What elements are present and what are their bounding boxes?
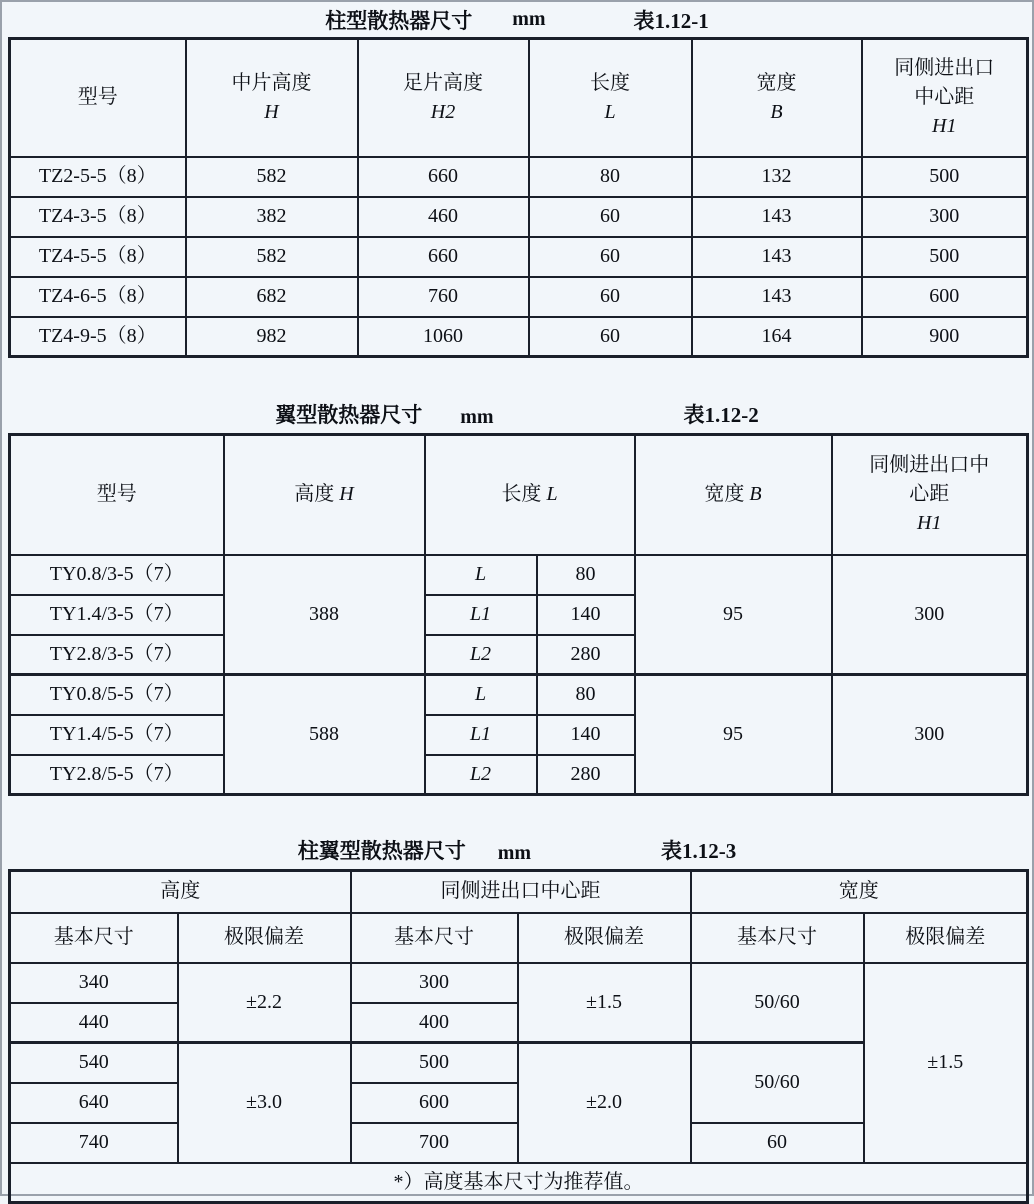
data-cell: 700 [351, 1123, 518, 1163]
data-cell: 760 [358, 277, 529, 317]
data-cell: 660 [358, 237, 529, 277]
table-row [10, 675, 1028, 715]
data-cell: 340 [10, 963, 178, 1003]
data-cell: 60 [529, 317, 692, 357]
table-1-title: 柱型散热器尺寸 [325, 8, 473, 33]
data-cell: 140 [537, 715, 635, 755]
data-cell: 60 [529, 237, 692, 277]
length-symbol-cell: L1 [425, 715, 537, 755]
table-2-ref: 表1.12-2 [683, 403, 759, 427]
model-cell: TZ4-5-5（8） [10, 237, 186, 277]
data-cell: 280 [537, 635, 635, 675]
data-cell: ±1.5 [864, 963, 1028, 1163]
header-basic-size: 基本尺寸 [351, 913, 518, 963]
data-cell: 60 [691, 1123, 864, 1163]
data-cell: 300 [862, 197, 1028, 237]
data-cell: 80 [529, 157, 692, 197]
header-same-side-port-center-distance: 同侧进出口 中心距 H1 [862, 39, 1028, 157]
model-cell: TY1.4/5-5（7） [10, 715, 224, 755]
data-cell: 80 [537, 675, 635, 715]
data-cell: 60 [529, 197, 692, 237]
model-cell: TZ4-3-5（8） [10, 197, 186, 237]
table-row [10, 1163, 1028, 1203]
data-cell: 143 [692, 197, 862, 237]
header-basic-size: 基本尺寸 [691, 913, 864, 963]
header-model: 型号 [10, 39, 186, 157]
header-length: 长度 L [425, 435, 635, 555]
model-cell: TY1.4/3-5（7） [10, 595, 224, 635]
data-cell: 900 [862, 317, 1028, 357]
header-height: 高度 H [224, 435, 425, 555]
data-cell: ±2.0 [518, 1043, 691, 1163]
table-row [10, 39, 1028, 157]
length-symbol-cell: L1 [425, 595, 537, 635]
table-row [10, 197, 1028, 237]
data-cell: 682 [186, 277, 358, 317]
data-cell: 300 [351, 963, 518, 1003]
data-cell: 80 [537, 555, 635, 595]
data-cell: 582 [186, 157, 358, 197]
data-cell: 588 [224, 675, 425, 795]
data-cell: 460 [358, 197, 529, 237]
table-row [10, 157, 1028, 197]
data-cell: 50/60 [691, 963, 864, 1043]
column-radiator-dimensions-table [8, 37, 1029, 358]
header-height-group: 高度 [10, 871, 351, 913]
header-mid-section-height: 中片高度 H [186, 39, 358, 157]
header-limit-deviation: 极限偏差 [178, 913, 351, 963]
model-cell: TY0.8/3-5（7） [10, 555, 224, 595]
data-cell: 60 [529, 277, 692, 317]
table-row [10, 913, 1028, 963]
table-3-ref: 表1.12-3 [661, 839, 737, 863]
table-2-unit: mm [460, 406, 494, 428]
data-cell: 1060 [358, 317, 529, 357]
data-cell: 143 [692, 277, 862, 317]
header-width-group: 宽度 [691, 871, 1028, 913]
data-cell: 660 [358, 157, 529, 197]
data-cell: 95 [635, 555, 832, 675]
data-cell: 300 [832, 675, 1028, 795]
header-same-side-port-center-distance: 同侧进出口中 心距 H1 [832, 435, 1028, 555]
header-width: 宽度 B [692, 39, 862, 157]
model-cell: TZ4-9-5（8） [10, 317, 186, 357]
table-row [10, 237, 1028, 277]
table-3-title: 柱翼型散热器尺寸 [297, 839, 466, 863]
data-cell: 300 [832, 555, 1028, 675]
data-cell: 388 [224, 555, 425, 675]
data-cell: ±2.2 [178, 963, 351, 1043]
table-row [10, 277, 1028, 317]
model-cell: TZ2-5-5（8） [10, 157, 186, 197]
data-cell: 400 [351, 1003, 518, 1043]
table-2-caption [8, 358, 1026, 433]
wing-radiator-dimensions-table [8, 433, 1029, 796]
table-row [10, 435, 1028, 555]
header-model: 型号 [10, 435, 224, 555]
document-sheet [2, 2, 1032, 1204]
table-row [10, 555, 1028, 595]
data-cell: 132 [692, 157, 862, 197]
data-cell: 982 [186, 317, 358, 357]
data-cell: 280 [537, 755, 635, 795]
data-cell: 640 [10, 1083, 178, 1123]
data-cell: 50/60 [691, 1043, 864, 1123]
table-3-caption [8, 796, 1026, 869]
header-center-distance-group: 同侧进出口中心距 [351, 871, 691, 913]
data-cell: 600 [862, 277, 1028, 317]
header-end-section-height: 足片高度 H2 [358, 39, 529, 157]
length-symbol-cell: L2 [425, 755, 537, 795]
length-symbol-cell: L2 [425, 635, 537, 675]
table-1-ref: 表1.12-1 [633, 8, 709, 33]
data-cell: ±1.5 [518, 963, 691, 1043]
length-symbol-cell: L [425, 675, 537, 715]
data-cell: 500 [862, 157, 1028, 197]
data-cell: 600 [351, 1083, 518, 1123]
table-row [10, 871, 1028, 913]
table-3-unit: mm [497, 842, 532, 864]
header-basic-size: 基本尺寸 [10, 913, 178, 963]
data-cell: 740 [10, 1123, 178, 1163]
data-cell: 500 [351, 1043, 518, 1083]
table-1-unit: mm [512, 8, 546, 30]
data-cell: 140 [537, 595, 635, 635]
header-limit-deviation: 极限偏差 [518, 913, 691, 963]
data-cell: 382 [186, 197, 358, 237]
data-cell: 440 [10, 1003, 178, 1043]
data-cell: 164 [692, 317, 862, 357]
model-cell: TY0.8/5-5（7） [10, 675, 224, 715]
column-wing-radiator-dimensions-table [8, 869, 1029, 1204]
model-cell: TY2.8/5-5（7） [10, 755, 224, 795]
header-length: 长度 L [529, 39, 692, 157]
data-cell: 95 [635, 675, 832, 795]
table-2-title: 翼型散热器尺寸 [275, 403, 423, 427]
table-1-caption [8, 2, 1026, 37]
data-cell: ±3.0 [178, 1043, 351, 1163]
header-width: 宽度 B [635, 435, 832, 555]
length-symbol-cell: L [425, 555, 537, 595]
data-cell: 582 [186, 237, 358, 277]
model-cell: TY2.8/3-5（7） [10, 635, 224, 675]
data-cell: 540 [10, 1043, 178, 1083]
header-limit-deviation: 极限偏差 [864, 913, 1028, 963]
model-cell: TZ4-6-5（8） [10, 277, 186, 317]
table-row [10, 963, 1028, 1003]
footnote: *）高度基本尺寸为推荐值。 [10, 1163, 1028, 1203]
data-cell: 500 [862, 237, 1028, 277]
table-row [10, 317, 1028, 357]
data-cell: 143 [692, 237, 862, 277]
